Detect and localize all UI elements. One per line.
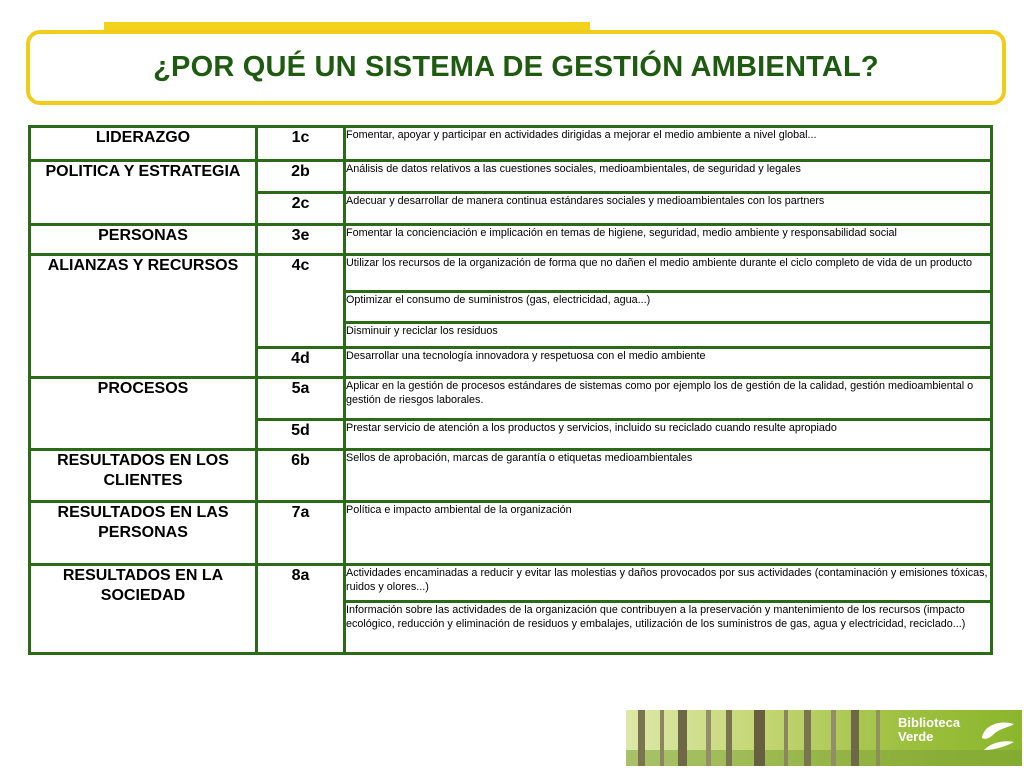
- biblioteca-verde-logo: [626, 710, 1022, 766]
- description-6b: Sellos de aprobación, marcas de garantía o etiquetas medioambientales: [345, 450, 992, 502]
- table-row: [30, 450, 992, 502]
- table-row: [30, 502, 992, 565]
- section-politica-estrategia: POLITICA Y ESTRATEGIA: [30, 161, 257, 225]
- code-5a: 5a: [257, 378, 345, 420]
- code-7a: 7a: [257, 502, 345, 565]
- description-4c-3: Disminuir y reciclar los residuos: [345, 323, 992, 348]
- code-2c: 2c: [257, 193, 345, 225]
- section-personas: PERSONAS: [30, 225, 257, 255]
- forest-image: [626, 710, 1022, 766]
- logo-text: [898, 716, 960, 744]
- description-4d: Desarrollar una tecnología innovadora y respetuosa con el medio ambiente: [345, 348, 992, 378]
- code-4d: 4d: [257, 348, 345, 378]
- description-8a-1: Actividades encaminadas a reducir y evitar las molestias y daños provocados por sus actividades (contaminación y emisiones tóxicas, ruidos y olores...): [345, 565, 992, 602]
- logo-line-1: Biblioteca: [898, 715, 961, 730]
- code-4c: 4c: [257, 255, 345, 348]
- code-2b: 2b: [257, 161, 345, 193]
- table-row: [30, 225, 992, 255]
- logo-line-2: Verde: [898, 729, 934, 744]
- code-8a: 8a: [257, 565, 345, 654]
- table-row: [30, 565, 992, 602]
- description-5d: Prestar servicio de atención a los productos y servicios, incluido su reciclado cuando resulte apropiado: [345, 420, 992, 450]
- table-row: [30, 378, 992, 420]
- description-7a: Política e impacto ambiental de la organización: [345, 502, 992, 565]
- description-2b: Análisis de datos relativos a las cuestiones sociales, medioambientales, de seguridad y legales: [345, 161, 992, 193]
- description-3e: Fomentar la concienciación e implicación en temas de higiene, seguridad, medio ambiente y responsabilidad social: [345, 225, 992, 255]
- description-2c: Adecuar y desarrollar de manera continua estándares sociales y medioambientales con los partners: [345, 193, 992, 225]
- code-6b: 6b: [257, 450, 345, 502]
- title-banner: [26, 30, 1006, 105]
- section-resultados-sociedad: RESULTADOS EN LA SOCIEDAD: [30, 565, 257, 654]
- code-5d: 5d: [257, 420, 345, 450]
- section-resultados-clientes: RESULTADOS EN LOS CLIENTES: [30, 450, 257, 502]
- section-resultados-personas: RESULTADOS EN LAS PERSONAS: [30, 502, 257, 565]
- table-row: [30, 255, 992, 292]
- code-1c: 1c: [257, 127, 345, 161]
- table-row: [30, 127, 992, 161]
- description-8a-2: Información sobre las actividades de la organización que contribuyen a la preservación y mantenimiento de los recursos (impacto ecológico, reducción y eliminación de residuos y embalajes, utilización de los suministros de gas, agua y electricidad, reciclado...): [345, 602, 992, 654]
- description-5a: Aplicar en la gestión de procesos estándares de sistemas como por ejemplo los de gestión de la calidad, gestión medioambiental o gestión de riesgos laborales.: [345, 378, 992, 420]
- section-alianzas-recursos: ALIANZAS Y RECURSOS: [30, 255, 257, 378]
- page-title: ¿POR QUÉ UN SISTEMA DE GESTIÓN AMBIENTAL?: [153, 51, 879, 83]
- description-4c-1: Utilizar los recursos de la organización de forma que no dañen el medio ambiente durante el ciclo completo de vida de un producto: [345, 255, 992, 292]
- description-1c: Fomentar, apoyar y participar en actividades dirigidas a mejorar el medio ambiente a nivel global...: [345, 127, 992, 161]
- leaf-icon: [978, 716, 1018, 756]
- section-liderazgo: LIDERAZGO: [30, 127, 257, 161]
- code-3e: 3e: [257, 225, 345, 255]
- description-4c-2: Optimizar el consumo de suministros (gas, electricidad, agua...): [345, 292, 992, 323]
- section-procesos: PROCESOS: [30, 378, 257, 450]
- criteria-table: [28, 125, 993, 655]
- table-row: [30, 161, 992, 193]
